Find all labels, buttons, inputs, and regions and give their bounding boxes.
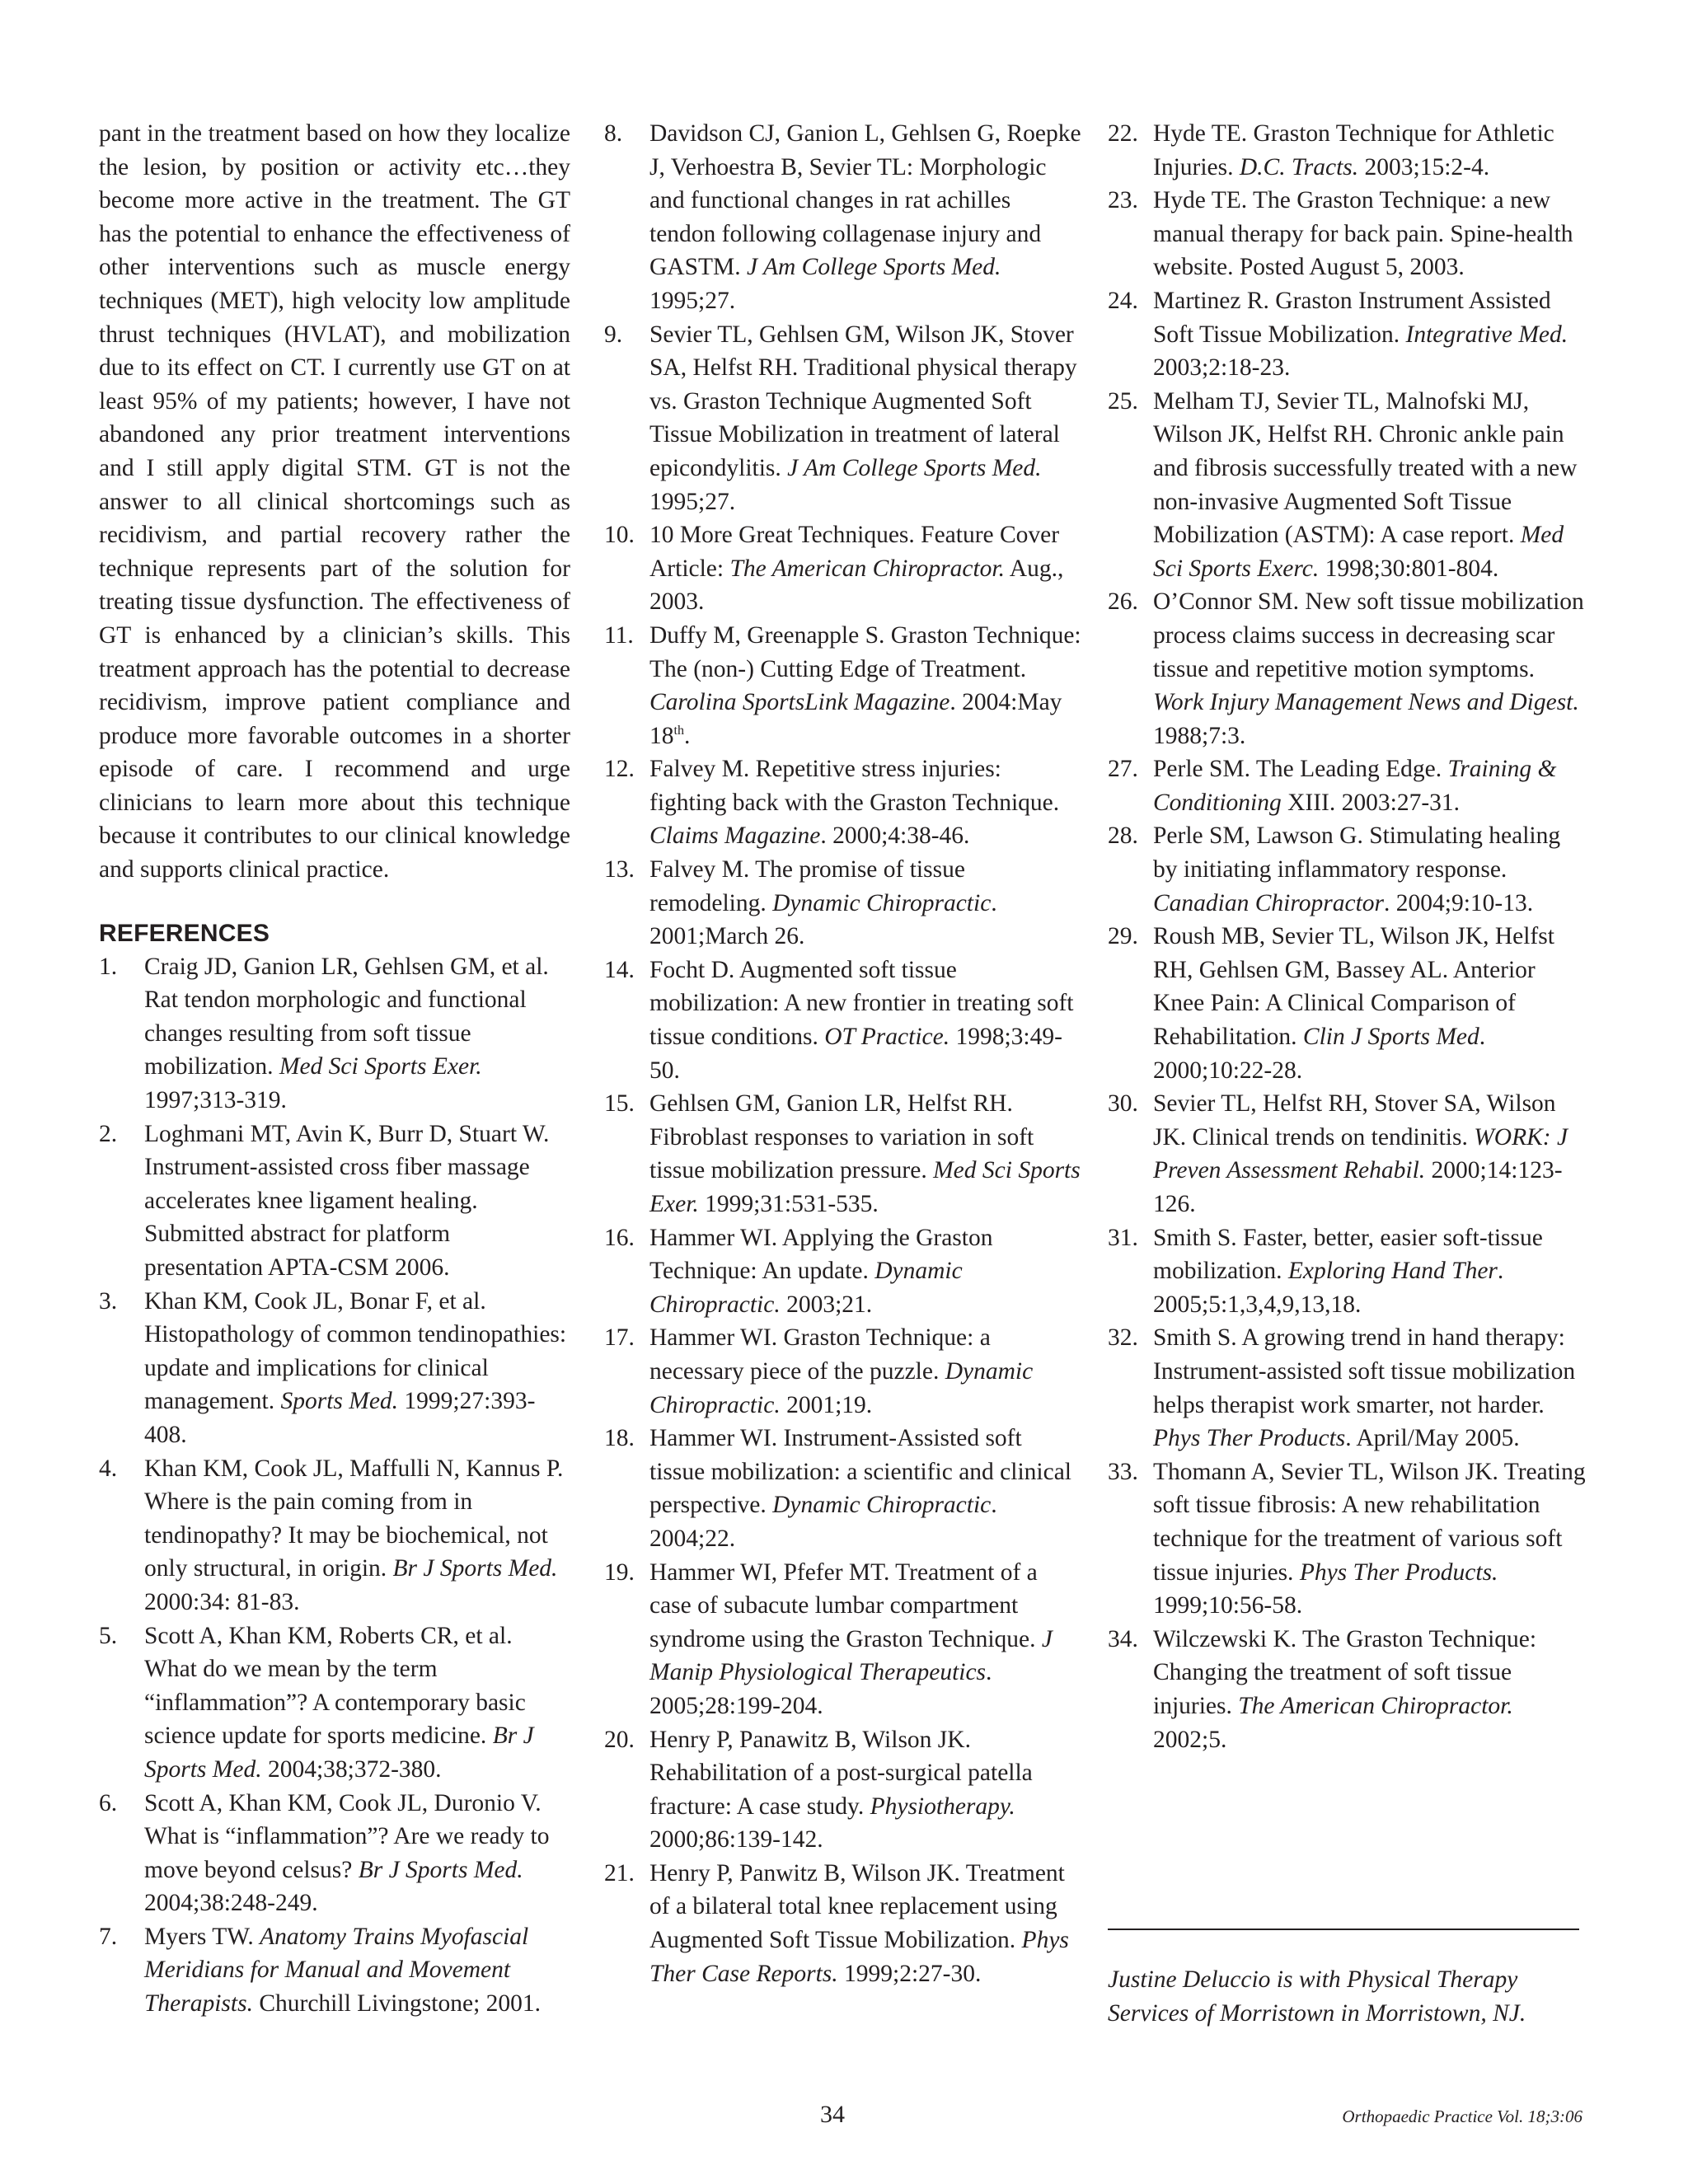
reference-citation: Gehlsen GM, Ganion LR, Helfst RH. Fibroblast responses to variation in soft tissue mobilization pressure.	[649, 1090, 1034, 1184]
reference-journal: J Manip Physiological Therapeutics	[649, 1625, 1053, 1686]
reference-citation: Roush MB, Sevier TL, Wilson JK, Helfst RH, Gehlsen GM, Bassey AL. Anterior Knee Pain: A Clinical Comparison of Rehabilitation.	[1153, 923, 1554, 1051]
reference-details: 1988;7:3.	[1153, 722, 1246, 749]
reference-citation: Martinez R. Graston Instrument Assisted Soft Tissue Mobilization.	[1153, 287, 1551, 348]
reference-item	[1108, 1221, 1586, 1322]
reference-number: 28.	[1108, 823, 1138, 850]
reference-details: . April/May 2005.	[1345, 1425, 1520, 1452]
reference-list-part-2	[604, 117, 1082, 1990]
reference-citation: Duffy M, Greenapple S. Graston Technique: The (non-) Cutting Edge of Treatment.	[649, 621, 1081, 682]
divider-rule	[1108, 1929, 1579, 1930]
reference-details: . 2004;9:10-13.	[1384, 889, 1534, 916]
reference-item	[99, 1452, 570, 1619]
references-heading: REFERENCES	[99, 919, 270, 947]
reference-citation: Wilczewski K. The Graston Technique: Changing the treatment of soft tissue injuries.	[1153, 1625, 1537, 1719]
reference-journal: Dynamic Chiropractic	[772, 889, 992, 916]
reference-journal: The American Chiropractor.	[1238, 1692, 1513, 1719]
reference-number: 21.	[604, 1859, 635, 1886]
reference-citation: Craig JD, Ganion LR, Gehlsen GM, et al. Rat tendon morphologic and functional changes resulting from soft tissue mobilization.	[144, 953, 549, 1080]
reference-citation: Thomann A, Sevier TL, Wilson JK. Treating soft tissue fibrosis: A new rehabilitation technique for the treatment of various soft tissue injuries.	[1153, 1458, 1586, 1586]
reference-item	[604, 518, 1082, 619]
reference-journal: OT Practice.	[824, 1024, 950, 1051]
reference-journal: J Am College Sports Med.	[747, 254, 1001, 281]
reference-item	[99, 1118, 570, 1285]
reference-citation: Sevier TL, Gehlsen GM, Wilson JK, Stover SA, Helfst RH. Traditional physical therapy vs. Graston Technique Augmented Soft Tissue Mobilization in treatment of lateral epicondylitis.	[649, 321, 1077, 481]
reference-number: 16.	[604, 1224, 635, 1251]
reference-number: 7.	[99, 1923, 118, 1950]
reference-citation: Scott A, Khan KM, Cook JL, Duronio V. What is “inflammation”? Are we ready to move beyond celsus?	[144, 1789, 550, 1883]
reference-journal: Med Sci Sports Exer.	[649, 1157, 1081, 1217]
reference-number: 2.	[99, 1120, 118, 1147]
reference-details: 2000;14:123-126.	[1153, 1157, 1563, 1217]
reference-details: 1995;27.	[649, 287, 736, 314]
reference-journal: Br J Sports Med.	[144, 1722, 534, 1783]
reference-citation: Hyde TE. Graston Technique for Athletic Injuries.	[1153, 120, 1554, 180]
reference-citation: Focht D. Augmented soft tissue mobilization: A new frontier in treating soft tissue conditions.	[649, 956, 1074, 1051]
reference-item	[604, 1221, 1082, 1322]
reference-item	[99, 950, 570, 1118]
reference-details: 1999;27:393-408.	[144, 1388, 536, 1448]
reference-journal: Canadian Chiropractor	[1153, 889, 1385, 916]
reference-number: 26.	[1108, 588, 1138, 616]
reference-number: 8.	[604, 120, 623, 147]
reference-citation: Davidson CJ, Ganion L, Gehlsen G, Roepke J, Verhoestra B, Sevier TL: Morphologic and functional changes in rat achilles tendon following collagenase injury and GASTM.	[649, 120, 1081, 281]
reference-number: 10.	[604, 522, 635, 549]
reference-citation: Henry P, Panawitz B, Wilson JK. Rehabilitation of a post-surgical patella fracture: A case study.	[649, 1726, 1033, 1820]
reference-citation: Sevier TL, Helfst RH, Stover SA, Wilson JK. Clinical trends on tendinitis.	[1153, 1090, 1556, 1151]
reference-details: 1999;2:27-30.	[837, 1960, 982, 1987]
reference-citation: Hyde TE. The Graston Technique: a new manual therapy for back pain. Spine-health website. Posted August 5, 2003.	[1153, 187, 1573, 281]
reference-number: 17.	[604, 1324, 635, 1352]
reference-journal: Exploring Hand Ther	[1287, 1258, 1498, 1285]
reference-number: 34.	[1108, 1625, 1138, 1652]
reference-item	[1108, 385, 1586, 586]
reference-number: 25.	[1108, 387, 1138, 415]
reference-journal: Dynamic Chiropractic	[772, 1492, 992, 1519]
reference-details: 1998;30:801-804.	[1319, 555, 1499, 582]
reference-journal: Anatomy Trains Myofascial Meridians for Manual and Movement Therapists.	[144, 1923, 529, 2018]
reference-citation: Hammer WI. Applying the Graston Technique: An update.	[649, 1224, 993, 1285]
reference-item: 11. Duffy M, Greenapple S. Graston Technique: The (non-) Cutting Edge of Treatment. Carolina SportsLink Magazine. 2004:May 18th.	[604, 619, 1082, 752]
reference-number: 13.	[604, 856, 635, 883]
reference-number: 14.	[604, 956, 635, 983]
reference-details: 2003;2:18-23.	[1153, 354, 1291, 382]
reference-item	[604, 1556, 1082, 1723]
reference-number: 1.	[99, 953, 118, 980]
reference-number: 30.	[1108, 1090, 1138, 1118]
reference-details: 2004;38:248-249.	[144, 1890, 318, 1917]
reference-item	[1108, 920, 1586, 1087]
reference-number: 11.	[604, 621, 634, 649]
reference-item	[1108, 1087, 1586, 1221]
reference-item	[1108, 752, 1586, 819]
reference-journal: Training & Conditioning	[1153, 756, 1557, 816]
reference-item	[604, 1723, 1082, 1857]
reference-journal: Phys Ther Case Reports.	[649, 1927, 1069, 1987]
reference-journal: Dynamic Chiropractic.	[649, 1357, 1034, 1418]
body-paragraph: pant in the treatment based on how they localize the lesion, by position or activity etc…they become more active in the treatment. The GT has the potential to enhance the effectiveness of other interventions such as muscle energy techniques (MET), high velocity low amplitude thrust techniques (HVLAT), and mobilization due to its effect on CT. I currently use GT on at least 95% of my patients; however, I have not abandoned any prior treatment interventions and I still apply digital STM. GT is not the answer to all clinical shortcomings such as recidivism, and partial recovery rather the technique represents part of the solution for treating tissue dysfunction. The effectiveness of GT is enhanced by a clinician’s skills. This treatment approach has the potential to decrease recidivism, improve patient compliance and produce more favorable outcomes in a shorter episode of care. I recommend and urge clinicians to learn more about this technique because it contributes to our clinical knowledge and supports clinical practice.	[99, 120, 570, 883]
reference-details: . 2005;28:199-204.	[649, 1659, 992, 1719]
reference-item	[604, 1422, 1082, 1555]
reference-journal: Sports Med.	[280, 1388, 399, 1415]
reference-item	[1108, 1455, 1586, 1623]
reference-number: 18.	[604, 1425, 635, 1452]
reference-details: . 2000;4:38-46.	[820, 823, 970, 850]
reference-journal: Med Sci Sports Exerc.	[1153, 522, 1564, 582]
reference-list-part-1	[99, 950, 570, 2021]
reference-details: 2000:34: 81-83.	[144, 1588, 300, 1615]
reference-citation: Smith S. Faster, better, easier soft-tissue mobilization.	[1153, 1224, 1543, 1285]
reference-item	[99, 1920, 570, 2021]
reference-item	[99, 1285, 570, 1452]
reference-number: 33.	[1108, 1458, 1138, 1485]
reference-number: 29.	[1108, 923, 1138, 950]
reference-citation: Myers TW.	[144, 1923, 260, 1950]
reference-journal: Integrative Med.	[1405, 321, 1568, 348]
reference-number: 15.	[604, 1090, 635, 1118]
reference-item	[99, 1787, 570, 1920]
reference-details: Aug., 2003.	[649, 555, 1064, 616]
reference-item	[604, 752, 1082, 853]
reference-item	[604, 1857, 1082, 1990]
reference-item	[604, 853, 1082, 954]
reference-citation: Hammer WI, Pfefer MT. Treatment of a case of subacute lumbar compartment syndrome using the Graston Technique.	[649, 1558, 1042, 1652]
reference-number: 9.	[604, 321, 623, 348]
reference-details: 2003;21.	[780, 1291, 873, 1318]
reference-journal: Phys Ther Products	[1153, 1425, 1346, 1452]
reference-citation: Hammer WI. Graston Technique: a necessary piece of the puzzle.	[649, 1324, 991, 1385]
reference-details: 2004;38;372-380.	[261, 1755, 442, 1783]
reference-number: 22.	[1108, 120, 1138, 147]
reference-citation: Perle SM. The Leading Edge.	[1153, 756, 1448, 783]
reference-journal: Physiotherapy.	[870, 1793, 1015, 1820]
reference-journal: J Am College Sports Med.	[787, 454, 1042, 481]
reference-journal: D.C. Tracts.	[1239, 153, 1359, 180]
column-1	[99, 117, 570, 2021]
reference-item	[604, 954, 1082, 1087]
reference-journal: The American Chiropractor.	[729, 555, 1006, 582]
reference-number: 23.	[1108, 187, 1138, 214]
reference-item	[1108, 1623, 1586, 1756]
reference-details: 1999;31:531-535.	[698, 1191, 879, 1217]
reference-details: 2001;19.	[780, 1391, 873, 1418]
column-2	[604, 117, 1082, 1990]
reference-details: Churchill Livingstone; 2001.	[252, 1990, 542, 2018]
reference-journal: Claims Magazine	[649, 823, 821, 850]
reference-journal: Med Sci Sports Exer.	[279, 1053, 482, 1080]
reference-item	[604, 117, 1082, 318]
reference-citation: Khan KM, Cook JL, Bonar F, et al. Histopathology of common tendinopathies: update and implications for clinical management.	[144, 1287, 567, 1415]
reference-item	[604, 1087, 1082, 1221]
reference-details: 2002;5.	[1153, 1726, 1227, 1753]
reference-number: 32.	[1108, 1324, 1138, 1352]
reference-number: 3.	[99, 1287, 118, 1315]
reference-number: 12.	[604, 756, 635, 783]
reference-citation: Falvey M. Repetitive stress injuries: fighting back with the Graston Technique.	[649, 756, 1060, 816]
reference-item	[1108, 585, 1586, 752]
reference-list-part-3	[1108, 117, 1586, 1756]
reference-number: 19.	[604, 1558, 635, 1586]
reference-details: . 2000;10:22-28.	[1153, 1024, 1486, 1084]
reference-number: 27.	[1108, 756, 1138, 783]
reference-details: 1995;27.	[649, 488, 736, 515]
column-3	[1108, 117, 1586, 1756]
reference-details: 1998;3:49-50.	[649, 1024, 1062, 1084]
reference-item	[604, 1321, 1082, 1422]
reference-details: . 2005;5:1,3,4,9,13,18.	[1153, 1258, 1504, 1318]
reference-item	[1108, 184, 1586, 284]
reference-item	[1108, 1321, 1586, 1455]
reference-number: 20.	[604, 1726, 635, 1753]
reference-citation: Melham TJ, Sevier TL, Malnofski MJ, Wilson JK, Helfst RH. Chronic ankle pain and fibrosis successfully treated with a new non-invasive Augmented Soft Tissue Mobilization (ASTM): A case report.	[1153, 387, 1578, 549]
page-number: 34	[820, 2101, 845, 2128]
reference-item	[99, 1619, 570, 1787]
reference-item	[1108, 819, 1586, 920]
reference-journal: Clin J Sports Med	[1302, 1024, 1479, 1051]
reference-citation: Perle SM, Lawson G. Stimulating healing by initiating inflammatory response.	[1153, 823, 1561, 883]
reference-journal: Br J Sports Med.	[392, 1555, 558, 1582]
reference-citation: Hammer WI. Instrument-Assisted soft tissue mobilization: a scientific and clinical perspective.	[649, 1425, 1072, 1519]
reference-journal: Carolina SportsLink Magazine	[649, 689, 950, 716]
reference-item	[604, 318, 1082, 519]
reference-details: . 2004;22.	[649, 1492, 997, 1552]
reference-journal: Dynamic Chiropractic.	[649, 1258, 963, 1318]
reference-details: XIII. 2003:27-31.	[1281, 789, 1461, 816]
reference-citation: Falvey M. The promise of tissue remodeling.	[649, 856, 965, 916]
reference-citation: O’Connor SM. New soft tissue mobilization process claims success in decreasing scar tissue and repetitive motion symptoms.	[1153, 588, 1584, 682]
reference-item	[1108, 117, 1586, 184]
reference-citation: 10 More Great Techniques. Feature Cover Article:	[649, 522, 1060, 582]
reference-citation: Loghmani MT, Avin K, Burr D, Stuart W. Instrument-assisted cross fiber massage accelerates knee ligament healing. Submitted abstract for platform presentation APTA-CSM 2006.	[144, 1120, 550, 1281]
reference-item	[1108, 284, 1586, 385]
author-note: Justine Deluccio is with Physical Therapy Services of Morristown in Morristown, NJ.	[1108, 1966, 1526, 2027]
reference-details: 2000;86:139-142.	[649, 1826, 823, 1854]
reference-number: 4.	[99, 1455, 118, 1482]
reference-citation: Henry P, Panwitz B, Wilson JK. Treatment of a bilateral total knee replacement using Augmented Soft Tissue Mobilization.	[649, 1859, 1065, 1954]
ordinal-superscript: th	[673, 723, 684, 738]
journal-footer: Orthopaedic Practice Vol. 18;3:06	[1342, 2107, 1582, 2126]
reference-number: 31.	[1108, 1224, 1138, 1251]
reference-number: 5.	[99, 1622, 118, 1649]
reference-journal: WORK: J Preven Assessment Rehabil.	[1153, 1123, 1568, 1184]
reference-details: 1999;10:56-58.	[1153, 1592, 1303, 1619]
reference-journal: Phys Ther Products.	[1299, 1558, 1498, 1586]
reference-number: 24.	[1108, 287, 1138, 314]
reference-number: 6.	[99, 1789, 118, 1816]
reference-details: 2003;15:2-4.	[1358, 153, 1490, 180]
reference-citation: Khan KM, Cook JL, Maffulli N, Kannus P. Where is the pain coming from in tendinopathy? It may be biochemical, not only structural, in origin.	[144, 1455, 564, 1582]
reference-journal: Br J Sports Med.	[358, 1856, 523, 1883]
reference-details: 1997;313-319.	[144, 1087, 287, 1114]
reference-citation: Smith S. A growing trend in hand therapy: Instrument-assisted soft tissue mobilization helps therapist work smarter, not harder.	[1153, 1324, 1576, 1418]
reference-details: . 2001;March 26.	[649, 889, 997, 950]
reference-journal: Work Injury Management News and Digest.	[1153, 689, 1579, 716]
reference-citation: Scott A, Khan KM, Roberts CR, et al. What do we mean by the term “inflammation”? A contemporary basic science update for sports medicine.	[144, 1622, 526, 1750]
reference-details: . 2004:May 18	[649, 689, 1062, 749]
